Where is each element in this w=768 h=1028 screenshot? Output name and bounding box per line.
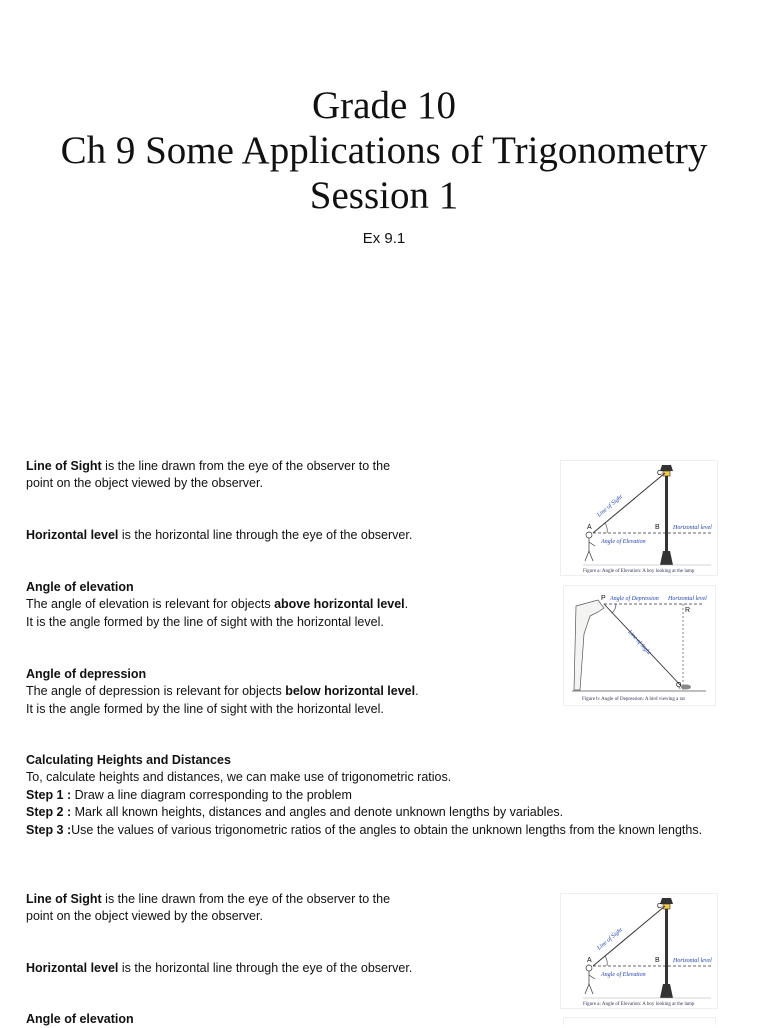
title-chapter: Ch 9 Some Applications of Trigonometry xyxy=(60,129,708,172)
line-of-sight-term: Line of Sight xyxy=(26,892,102,906)
line-of-sight-text-2: point on the object viewed by the observer. xyxy=(26,909,263,924)
point-q-label: Q xyxy=(676,682,682,689)
angle-of-elevation-heading: Angle of elevation xyxy=(26,1012,134,1026)
line-of-sight-label: Line of Sight xyxy=(596,494,624,519)
cliff-shape xyxy=(574,600,604,690)
horizontal-level-term: Horizontal level xyxy=(26,528,119,542)
observer-head xyxy=(586,965,592,971)
depression-text-1-post: . xyxy=(415,684,419,699)
title-grade: Grade 10 xyxy=(311,84,457,127)
observer-arm xyxy=(589,542,595,546)
observer-leg xyxy=(585,984,589,994)
figure-caption: Figure a: Angle of Elevation: A boy looking at the lamp xyxy=(583,1002,695,1007)
lamp-post xyxy=(665,473,668,551)
line-of-sight-text-1: is the line drawn from the eye of the observer to the xyxy=(101,892,391,906)
horizontal-level-text: is the horizontal line through the eye of the observer. xyxy=(118,961,413,975)
line-of-sight-definition xyxy=(26,458,390,493)
calculating-heights-heading: Calculating Heights and Distances xyxy=(26,753,231,767)
horizontal-level-label: Horizontal level xyxy=(673,958,712,964)
step1-label: Step 1 : xyxy=(26,787,72,802)
depression-text-2: It is the angle formed by the line of sight with the horizontal level. xyxy=(26,701,384,716)
step2-label: Step 2 : xyxy=(26,805,72,820)
point-b-label: B xyxy=(655,524,660,531)
line-of-sight-text-1: is the line drawn from the eye of the observer to the xyxy=(101,459,391,473)
elevation-figure xyxy=(560,460,718,576)
depression-text-1-bold: below horizontal level xyxy=(285,684,416,699)
depression-text-1-pre: The angle of depression is relevant for objects xyxy=(26,684,286,699)
step3-text: Use the values of various trigonometric ratios of the angles to obtain the unknown lengths from the known lengths. xyxy=(71,822,703,837)
point-b-label: B xyxy=(655,957,660,964)
point-c-label: C xyxy=(657,470,663,477)
angle-of-elevation-heading: Angle of elevation xyxy=(26,580,134,594)
step2-text: Mark all known heights, distances and angles and denote unknown lengths by variables. xyxy=(71,805,564,820)
calculating-heights-block xyxy=(26,752,702,839)
horizontal-level-definition xyxy=(26,527,412,544)
line-of-sight-label: Line of Sight xyxy=(596,927,624,952)
rat-shape xyxy=(681,685,691,690)
horizontal-level-label: Horizontal level xyxy=(673,525,712,531)
step3-label: Step 3 : xyxy=(26,822,72,837)
angle-of-elevation-block-repeat xyxy=(26,1011,134,1028)
angle-of-depression-block xyxy=(26,666,419,718)
elevation-angle-arc xyxy=(605,956,607,966)
lamp-post xyxy=(665,906,668,984)
line-of-sight-label: Line of Sight xyxy=(626,629,652,657)
horizontal-level-label: Horizontal level xyxy=(668,596,707,602)
angle-of-elevation-block xyxy=(26,579,408,631)
lamp-base xyxy=(660,551,673,565)
line-of-sight-definition-repeat xyxy=(26,891,390,926)
angle-label: Angle of Elevation xyxy=(601,539,646,545)
figure-caption: Figure a: Angle of Elevation: A boy looking at the lamp xyxy=(583,569,695,574)
elevation-text-1-post: . xyxy=(404,597,409,612)
elevation-text-2: It is the angle formed by the line of sight with the horizontal level. xyxy=(26,614,384,629)
line-of-sight-term: Line of Sight xyxy=(26,459,102,473)
angle-of-depression-label: Angle of Depression xyxy=(610,596,659,602)
observer-leg xyxy=(589,551,593,561)
subtitle-exercise: Ex 9.1 xyxy=(362,230,406,247)
line-of-sight-text-2: point on the object viewed by the observer. xyxy=(26,476,263,491)
horizontal-level-term: Horizontal level xyxy=(26,961,119,975)
point-r-label: R xyxy=(685,607,691,614)
point-c-label: C xyxy=(657,903,663,910)
observer-arm xyxy=(589,975,595,979)
elevation-angle-arc xyxy=(605,523,607,533)
figure-caption: Figure b: Angle of Depression: A bird viewing a rat xyxy=(582,697,685,702)
point-a-label: A xyxy=(587,524,592,531)
elevation-figure-repeat xyxy=(560,893,718,1009)
observer-leg xyxy=(585,551,589,561)
horizontal-level-definition-repeat xyxy=(26,960,412,977)
point-a-label: A xyxy=(587,957,592,964)
step1-text: Draw a line diagram corresponding to the problem xyxy=(71,787,352,802)
point-p-label: P xyxy=(601,595,606,602)
depression-angle-arc xyxy=(612,604,616,613)
observer-head xyxy=(586,532,592,538)
title-session: Session 1 xyxy=(309,174,459,217)
elevation-text-1-pre: The angle of elevation is relevant for objects xyxy=(26,597,275,612)
lamp-base xyxy=(660,984,673,998)
observer-leg xyxy=(589,984,593,994)
depression-figure xyxy=(563,585,716,706)
horizontal-level-text: is the horizontal line through the eye of the observer. xyxy=(118,528,413,542)
angle-label: Angle of Elevation xyxy=(601,972,646,978)
elevation-text-1-bold: above horizontal level xyxy=(274,597,405,612)
angle-of-depression-heading: Angle of depression xyxy=(26,667,147,681)
calculating-intro: To, calculate heights and distances, we can make use of trigonometric ratios. xyxy=(26,770,452,785)
